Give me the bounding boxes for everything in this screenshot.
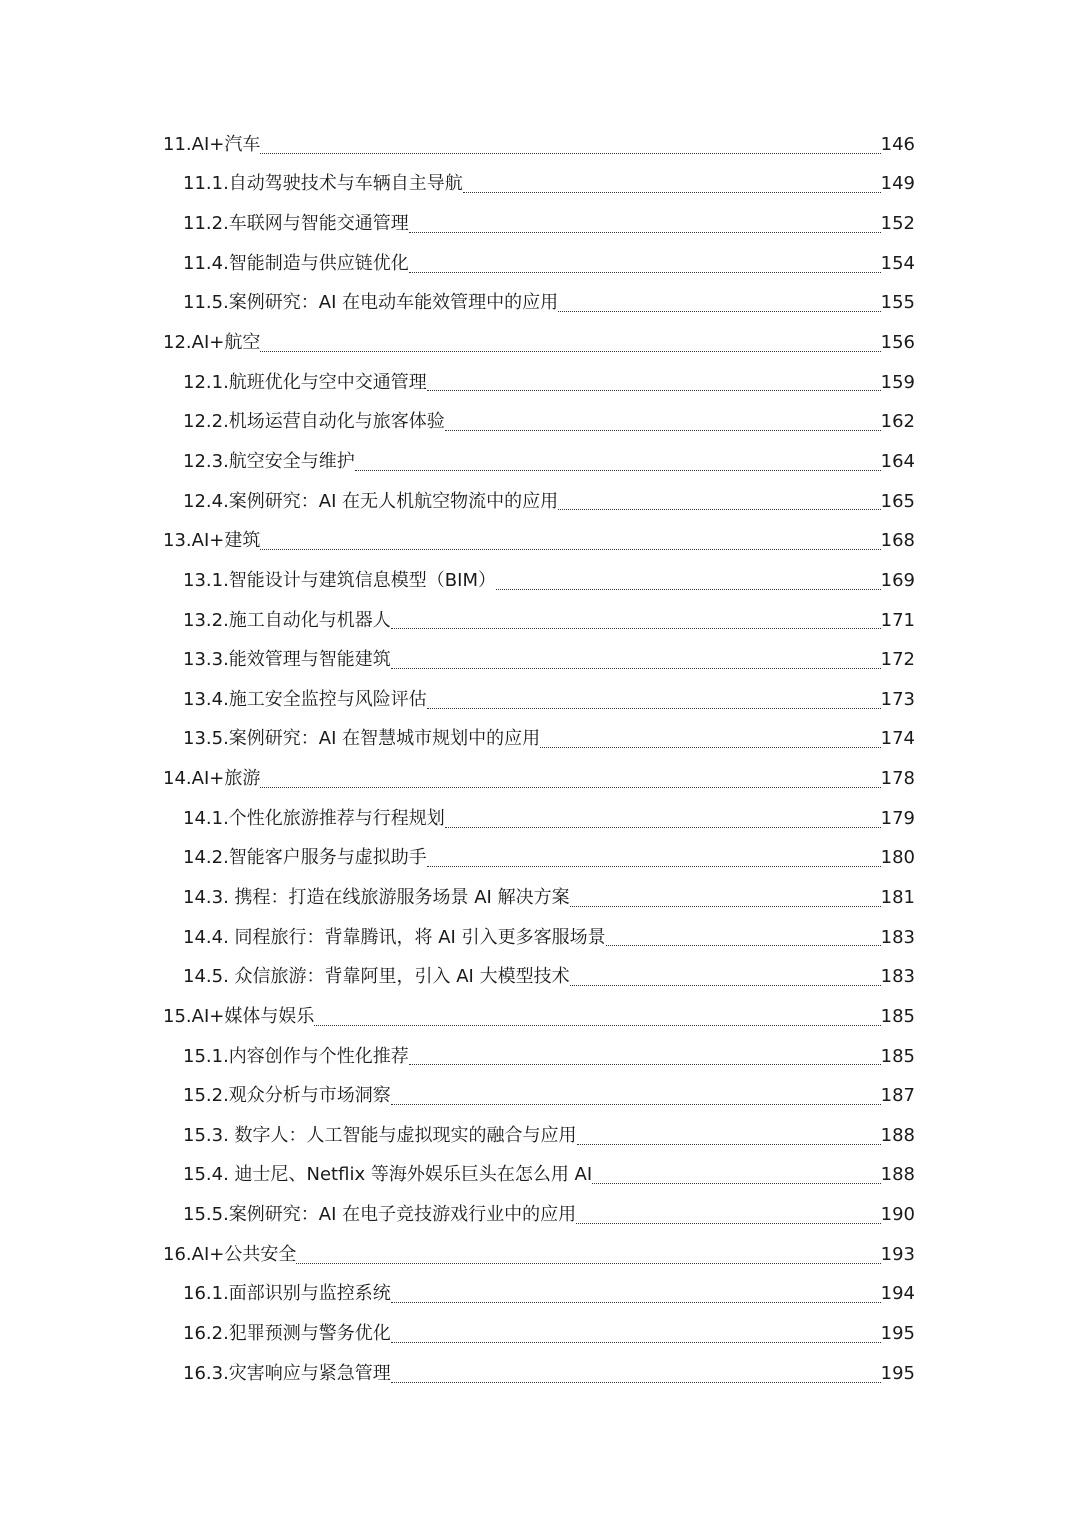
toc-dot-leader xyxy=(496,589,881,590)
toc-dot-leader xyxy=(296,1263,880,1264)
toc-dot-leader xyxy=(391,1302,881,1303)
toc-page-number: 183 xyxy=(880,926,915,948)
toc-section-entry[interactable] xyxy=(0,720,1080,760)
toc-dot-leader xyxy=(592,1183,880,1184)
toc-dot-leader xyxy=(570,906,881,907)
toc-chapter-entry[interactable] xyxy=(0,759,1080,799)
toc-page-number: 155 xyxy=(880,292,915,314)
toc-page-number: 185 xyxy=(880,1005,915,1027)
toc-entry-title: 16.3.灾害响应与紧急管理 xyxy=(183,1362,391,1384)
toc-chapter-entry[interactable] xyxy=(0,997,1080,1037)
toc-entry-title: 12.4.案例研究：AI 在无人机航空物流中的应用 xyxy=(183,490,559,512)
toc-entry-title: 13.3.能效管理与智能建筑 xyxy=(183,649,391,671)
toc-entry-title: 16.2.犯罪预测与警务优化 xyxy=(183,1323,391,1345)
toc-page-number: 173 xyxy=(880,688,915,710)
toc-entry-title: 12.3.航空安全与维护 xyxy=(183,450,355,472)
toc-entry-title: 15.3. 数字人：人工智能与虚拟现实的融合与应用 xyxy=(183,1124,577,1146)
toc-section-entry[interactable] xyxy=(0,918,1080,958)
toc-dot-leader xyxy=(391,1342,881,1343)
toc-dot-leader xyxy=(314,1025,880,1026)
toc-page-number: 165 xyxy=(880,490,915,512)
toc-entry-title: 13.2.施工自动化与机器人 xyxy=(183,609,391,631)
toc-page-number: 146 xyxy=(880,133,915,155)
toc-section-entry[interactable] xyxy=(0,244,1080,284)
toc-entry-title: 14.2.智能客户服务与虚拟助手 xyxy=(183,847,427,869)
toc-page-number: 156 xyxy=(880,332,915,354)
toc-section-entry[interactable] xyxy=(0,1275,1080,1315)
toc-page-number: 181 xyxy=(880,886,915,908)
toc-dot-leader xyxy=(260,153,880,154)
toc-entry-title: 11.AI+汽车 xyxy=(163,133,261,155)
toc-section-entry[interactable] xyxy=(0,1156,1080,1196)
toc-entry-title: 13.1.智能设计与建筑信息模型（BIM） xyxy=(183,569,496,591)
toc-dot-leader xyxy=(577,1144,881,1145)
toc-dot-leader xyxy=(260,787,880,788)
toc-entry-title: 15.1.内容创作与个性化推荐 xyxy=(183,1045,409,1067)
toc-page-number: 164 xyxy=(880,450,915,472)
toc-entry-title: 14.1.个性化旅游推荐与行程规划 xyxy=(183,807,445,829)
toc-dot-leader xyxy=(558,509,880,510)
toc-page-number: 159 xyxy=(880,371,915,393)
toc-section-entry[interactable] xyxy=(0,1314,1080,1354)
toc-entry-title: 11.1.自动驾驶技术与车辆自主导航 xyxy=(183,173,463,195)
toc-section-entry[interactable] xyxy=(0,165,1080,205)
toc-page-number: 172 xyxy=(880,649,915,671)
toc-entry-title: 16.1.面部识别与监控系统 xyxy=(183,1283,391,1305)
toc-page-number: 190 xyxy=(880,1204,915,1226)
toc-page-number: 187 xyxy=(880,1085,915,1107)
toc-section-entry[interactable] xyxy=(0,1076,1080,1116)
toc-entry-title: 11.5.案例研究：AI 在电动车能效管理中的应用 xyxy=(183,292,559,314)
toc-entry-title: 13.5.案例研究：AI 在智慧城市规划中的应用 xyxy=(183,728,541,750)
toc-dot-leader xyxy=(558,311,880,312)
toc-section-entry[interactable] xyxy=(0,601,1080,641)
toc-entry-title: 11.2.车联网与智能交通管理 xyxy=(183,213,409,235)
toc-section-entry[interactable] xyxy=(0,482,1080,522)
toc-entry-title: 14.AI+旅游 xyxy=(163,768,261,790)
toc-section-entry[interactable] xyxy=(0,284,1080,324)
toc-chapter-entry[interactable] xyxy=(0,521,1080,561)
toc-entry-title: 11.4.智能制造与供应链优化 xyxy=(183,252,409,274)
toc-section-entry[interactable] xyxy=(0,363,1080,403)
toc-dot-leader xyxy=(445,827,881,828)
toc-section-entry[interactable] xyxy=(0,1116,1080,1156)
toc-page-number: 162 xyxy=(880,411,915,433)
toc-entry-title: 13.AI+建筑 xyxy=(163,530,261,552)
toc-dot-leader xyxy=(427,390,881,391)
toc-entry-title: 14.5. 众信旅游：背靠阿里，引入 AI 大模型技术 xyxy=(183,966,570,988)
toc-page-number: 195 xyxy=(880,1362,915,1384)
toc-dot-leader xyxy=(391,668,881,669)
toc-page-number: 179 xyxy=(880,807,915,829)
toc-dot-leader xyxy=(409,272,881,273)
toc-dot-leader xyxy=(391,1104,881,1105)
toc-dot-leader xyxy=(427,708,881,709)
toc-page-number: 168 xyxy=(880,530,915,552)
toc-entry-title: 15.2.观众分析与市场洞察 xyxy=(183,1085,391,1107)
toc-section-entry[interactable] xyxy=(0,878,1080,918)
toc-page-number: 154 xyxy=(880,252,915,274)
toc-section-entry[interactable] xyxy=(0,561,1080,601)
toc-entry-title: 14.4. 同程旅行：背靠腾讯，将 AI 引入更多客服场景 xyxy=(183,926,606,948)
table-of-contents xyxy=(0,125,1080,1394)
toc-dot-leader xyxy=(260,549,880,550)
toc-section-entry[interactable] xyxy=(0,680,1080,720)
toc-section-entry[interactable] xyxy=(0,1195,1080,1235)
toc-page-number: 193 xyxy=(880,1243,915,1265)
toc-chapter-entry[interactable] xyxy=(0,1235,1080,1275)
toc-dot-leader xyxy=(409,232,881,233)
toc-section-entry[interactable] xyxy=(0,1354,1080,1394)
toc-page-number: 188 xyxy=(880,1164,915,1186)
toc-section-entry[interactable] xyxy=(0,402,1080,442)
toc-section-entry[interactable] xyxy=(0,839,1080,879)
toc-dot-leader xyxy=(445,430,881,431)
toc-page-number: 149 xyxy=(880,173,915,195)
toc-section-entry[interactable] xyxy=(0,640,1080,680)
toc-section-entry[interactable] xyxy=(0,957,1080,997)
toc-entry-title: 12.AI+航空 xyxy=(163,332,261,354)
toc-page-number: 180 xyxy=(880,847,915,869)
toc-section-entry[interactable] xyxy=(0,799,1080,839)
toc-entry-title: 14.3. 携程：打造在线旅游服务场景 AI 解决方案 xyxy=(183,886,570,908)
toc-page-number: 195 xyxy=(880,1323,915,1345)
toc-dot-leader xyxy=(463,192,881,193)
toc-chapter-entry[interactable] xyxy=(0,323,1080,363)
toc-page-number: 152 xyxy=(880,213,915,235)
toc-entry-title: 15.4. 迪士尼、Netflix 等海外娱乐巨头在怎么用 AI xyxy=(183,1164,593,1186)
toc-dot-leader xyxy=(606,945,881,946)
toc-dot-leader xyxy=(427,866,881,867)
toc-entry-title: 15.AI+媒体与娱乐 xyxy=(163,1005,315,1027)
toc-dot-leader xyxy=(391,1382,881,1383)
toc-dot-leader xyxy=(355,470,881,471)
toc-dot-leader xyxy=(576,1223,880,1224)
toc-section-entry[interactable] xyxy=(0,1037,1080,1077)
toc-page-number: 183 xyxy=(880,966,915,988)
toc-dot-leader xyxy=(391,628,881,629)
toc-entry-title: 12.1.航班优化与空中交通管理 xyxy=(183,371,427,393)
toc-section-entry[interactable] xyxy=(0,442,1080,482)
toc-page-number: 174 xyxy=(880,728,915,750)
toc-chapter-entry[interactable] xyxy=(0,125,1080,165)
toc-page-number: 188 xyxy=(880,1124,915,1146)
toc-dot-leader xyxy=(570,985,881,986)
toc-dot-leader xyxy=(540,747,880,748)
toc-page-number: 171 xyxy=(880,609,915,631)
toc-page-number: 185 xyxy=(880,1045,915,1067)
toc-page-number: 169 xyxy=(880,569,915,591)
toc-entry-title: 15.5.案例研究：AI 在电子竞技游戏行业中的应用 xyxy=(183,1204,577,1226)
toc-dot-leader xyxy=(409,1064,881,1065)
toc-page-number: 178 xyxy=(880,768,915,790)
toc-section-entry[interactable] xyxy=(0,204,1080,244)
toc-entry-title: 12.2.机场运营自动化与旅客体验 xyxy=(183,411,445,433)
toc-entry-title: 13.4.施工安全监控与风险评估 xyxy=(183,688,427,710)
toc-page-number: 194 xyxy=(880,1283,915,1305)
toc-entry-title: 16.AI+公共安全 xyxy=(163,1243,297,1265)
toc-dot-leader xyxy=(260,351,880,352)
